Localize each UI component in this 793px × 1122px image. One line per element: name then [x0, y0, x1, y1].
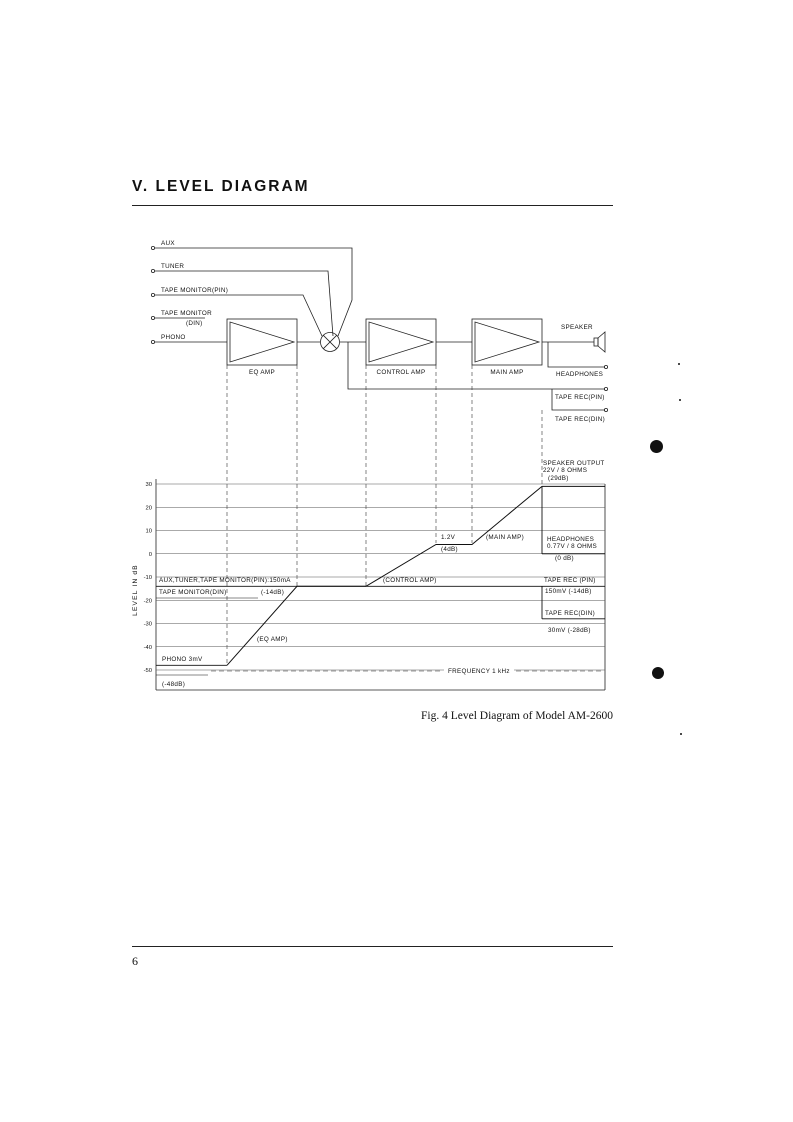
y-tick-label: 30	[145, 482, 152, 488]
voltage-1-2v: 1.2V	[441, 534, 456, 541]
minus14-annotation: (-14dB)	[261, 589, 285, 596]
headphones-db: (0 dB)	[555, 555, 574, 562]
scan-speck	[679, 399, 681, 401]
figure-caption: Fig. 4 Level Diagram of Model AM-2600	[421, 710, 613, 722]
minus48-annotation: (-48dB)	[162, 681, 186, 688]
tape-rec-wire	[348, 342, 605, 389]
scan-speck	[650, 440, 663, 453]
y-tick-label: -10	[143, 575, 152, 581]
tape-monitor-pin-terminal	[151, 293, 154, 296]
headphones-title: HEADPHONES	[547, 536, 595, 543]
speaker-icon	[594, 338, 598, 346]
tape-monitor-din-annotation: TAPE MONITOR(DIN)	[159, 589, 227, 596]
tape-rec-pin-label: TAPE REC(PIN)	[555, 394, 605, 401]
tuner-label: TUNER	[161, 263, 185, 270]
speaker-output-value: 22V / 8 OHMS	[543, 467, 588, 474]
y-tick-label: -40	[143, 644, 152, 651]
aux-terminal	[151, 246, 154, 249]
phono-terminal	[151, 340, 154, 343]
y-tick-label: -50	[143, 668, 152, 674]
phono-label: PHONO	[161, 334, 186, 341]
eq-amp-triangle	[230, 322, 294, 362]
y-tick-label: -30	[143, 621, 152, 628]
tape-rec-din-title: TAPE REC(DIN)	[545, 610, 595, 617]
headphones-label: HEADPHONES	[556, 371, 604, 378]
aux-label: AUX	[161, 240, 175, 247]
tape-rec-din-value: 30mV (-28dB)	[548, 627, 591, 634]
frequency-label: FREQUENCY 1 kHz	[448, 668, 510, 675]
headphones-value: 0.77V / 8 OHMS	[547, 543, 598, 550]
voltage-1-2v-db: (4dB)	[441, 546, 458, 553]
scan-speck	[652, 667, 664, 679]
main-amp-label: MAIN AMP	[490, 369, 524, 376]
eq-amp-annotation: (EQ AMP)	[257, 636, 288, 643]
page-heading: V. LEVEL DIAGRAM	[132, 178, 310, 195]
y-tick-label: -20	[143, 598, 152, 605]
main-amp-block	[472, 319, 542, 365]
tuner-terminal	[151, 269, 154, 272]
level-chart	[132, 460, 605, 690]
tape-monitor-din-terminal	[151, 316, 154, 319]
tape-rec-pin-title: TAPE REC (PIN)	[544, 577, 596, 584]
y-tick-label: 0	[148, 551, 152, 558]
scan-speck	[680, 733, 682, 735]
tape-monitor-label: TAPE MONITOR	[161, 310, 212, 317]
stage-guides	[227, 365, 542, 665]
y-axis-title: LEVEL IN dB	[132, 564, 139, 616]
control-amp-block	[366, 319, 436, 365]
main-amp-annotation: (MAIN AMP)	[486, 534, 524, 541]
block-diagram	[151, 246, 607, 411]
control-amp-label: CONTROL AMP	[376, 369, 426, 376]
speaker-output-db: (29dB)	[548, 475, 569, 482]
tape-rec-pin-value: 150mV (-14dB)	[545, 588, 592, 595]
eq-amp-block	[227, 319, 297, 365]
din-label: (DIN)	[186, 320, 203, 327]
scan-speck	[678, 363, 680, 365]
speaker-label: SPEAKER	[561, 324, 593, 331]
speaker-output-title: SPEAKER OUTPUT	[543, 460, 605, 467]
page-number: 6	[132, 954, 138, 968]
y-tick-label: 20	[145, 505, 152, 512]
main-amp-triangle	[475, 322, 539, 362]
footer-rule	[132, 946, 613, 947]
control-amp-triangle	[369, 322, 433, 362]
tape-rec-din-label: TAPE REC(DIN)	[555, 416, 605, 423]
eq-amp-label: EQ AMP	[249, 369, 275, 376]
tape-monitor-pin-label: TAPE MONITOR(PIN)	[161, 287, 229, 294]
phono-annotation: PHONO 3mV	[162, 656, 203, 663]
aux-level-annotation: AUX,TUNER,TAPE MONITOR(PIN):150mA	[159, 577, 291, 584]
control-amp-annotation: (CONTROL AMP)	[383, 577, 437, 584]
y-tick-label: 10	[145, 528, 152, 535]
